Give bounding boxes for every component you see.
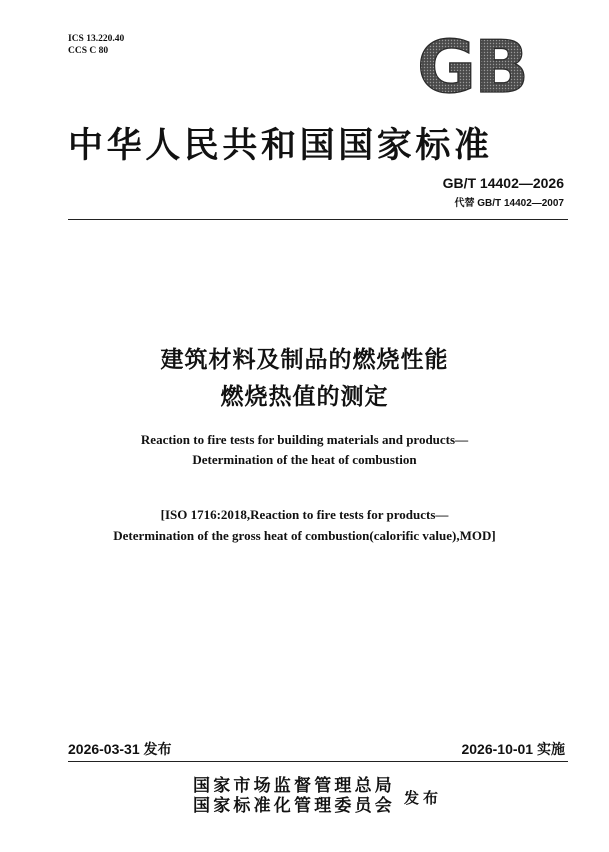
issuing-authorities [193,776,395,816]
english-title-line-1: Reaction to fire tests for building materials and products— [140,432,469,447]
issuer-sac: 国家标准化管理委员会 [193,796,395,816]
standard-category-title: 中华人民共和国国家标准 [68,125,493,166]
publish-label: 发布 [404,789,443,807]
ics-code: ICS 13.220.40 [68,34,125,44]
chinese-title-line-1: 建筑材料及制品的燃烧性能 [160,347,449,373]
chinese-title-line-2: 燃烧热值的测定 [220,384,389,410]
iso-reference-line-1: [ISO 1716:2018,Reaction to fire tests for products— [160,507,449,522]
replaced-standard: 代替 GB/T 14402—2007 [454,198,564,209]
implementation-date: 2026-10-01 实施 [461,741,565,757]
english-title-line-2: Determination of the heat of combustion [192,452,417,467]
bottom-divider [68,761,568,762]
gb-logo-text: GB [417,30,527,100]
issuer-samr: 国家市场监督管理总局 [193,776,395,796]
top-divider [68,219,568,220]
ccs-code: CCS C 80 [68,46,109,56]
issue-date: 2026-03-31 发布 [68,741,172,757]
iso-reference-line-2: Determination of the gross heat of combustion(calorific value),MOD] [113,528,496,543]
gb-logo [408,30,536,100]
classification-codes [68,33,124,57]
standard-number: GB/T 14402—2026 [442,175,564,191]
